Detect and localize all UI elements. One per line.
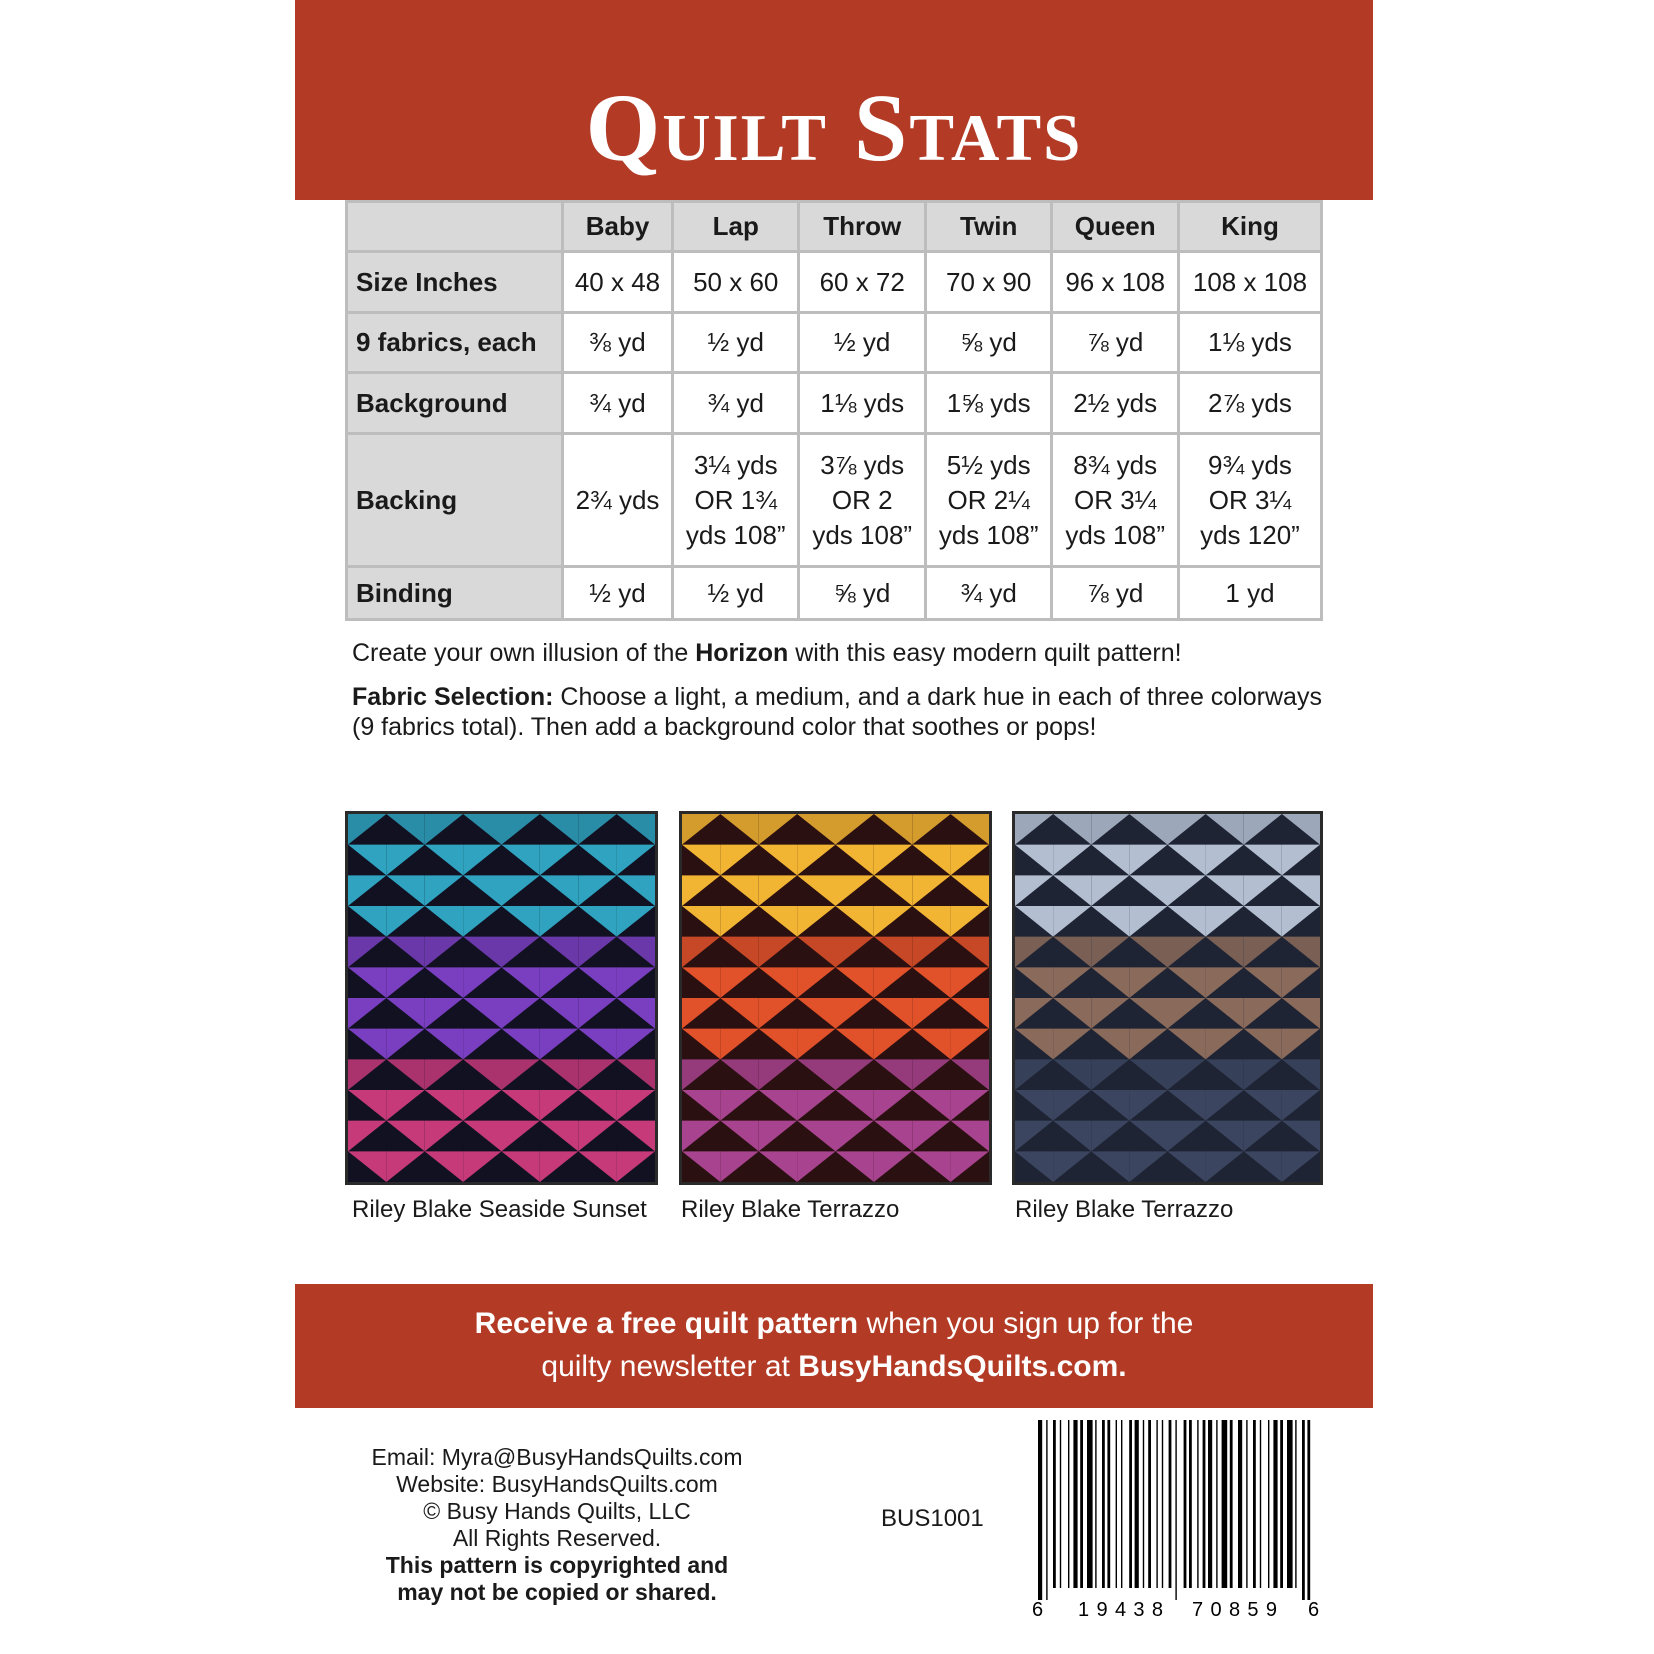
barcode-bar xyxy=(1184,1420,1187,1588)
table-cell: 96 x 108 xyxy=(1052,252,1179,313)
barcode-bar xyxy=(1197,1420,1198,1588)
email-text: Email: Myra@BusyHandsQuilts.com xyxy=(371,1444,743,1470)
barcode-bar xyxy=(1268,1420,1269,1588)
cta-emphasis: Receive a free quilt pattern xyxy=(474,1307,859,1340)
column-header: Lap xyxy=(672,202,798,252)
barcode-bar xyxy=(1053,1420,1056,1588)
intro-text-part: with this easy modern quilt pattern! xyxy=(788,639,1182,667)
barcode-bar xyxy=(1307,1420,1310,1600)
cell-line: yds 108” xyxy=(1065,519,1166,550)
cell-line: 9¾ yds xyxy=(1208,449,1292,480)
table-cell: ⅝ yd xyxy=(925,313,1051,373)
cta-text: quilty newsletter at xyxy=(541,1350,799,1383)
table-row xyxy=(347,313,1322,373)
cell-line: OR 3¼ xyxy=(1208,484,1292,515)
barcode-bar xyxy=(1189,1420,1192,1588)
cta-line xyxy=(295,1345,1373,1388)
row-header: Size Inches xyxy=(347,252,563,313)
table-cell: 1⅛ yds xyxy=(1178,313,1321,373)
quilt-pattern xyxy=(348,814,655,1182)
barcode-bar xyxy=(1169,1420,1172,1588)
quilt-pattern xyxy=(1015,814,1320,1182)
newsletter-banner xyxy=(295,1284,1373,1408)
table-cell: 60 x 72 xyxy=(799,252,925,313)
page-title: Quilt Stats xyxy=(585,74,1083,181)
table-cell xyxy=(799,434,925,567)
table-header-row xyxy=(347,202,1322,252)
table-cell: 1⅛ yds xyxy=(799,373,925,434)
cell-line: 2¾ yds xyxy=(575,484,660,515)
cell-line: OR 2¼ xyxy=(947,484,1030,515)
website-text: Website: BusyHandsQuilts.com xyxy=(396,1471,718,1497)
barcode-bar xyxy=(1068,1420,1069,1588)
cell-line: yds 108” xyxy=(812,519,913,550)
cell-line: 3¼ yds xyxy=(693,449,778,480)
row-header: Background xyxy=(347,373,563,434)
table-cell: ¾ yd xyxy=(925,567,1051,620)
barcode-bar xyxy=(1102,1420,1105,1588)
column-header: Throw xyxy=(799,202,925,252)
barcode-bar xyxy=(1060,1420,1061,1588)
barcode-digit: 19438 xyxy=(1078,1599,1163,1620)
barcode-bar xyxy=(1230,1420,1233,1588)
table-cell: 1⅝ yds xyxy=(925,373,1051,434)
intro-text-part: Create your own illusion of the xyxy=(352,639,696,667)
table-cell: ⅞ yd xyxy=(1052,567,1179,620)
barcode-bar xyxy=(1260,1420,1261,1588)
barcode-bar xyxy=(1302,1420,1305,1600)
barcode-bar xyxy=(1216,1420,1217,1588)
quilt-pattern xyxy=(682,814,989,1182)
cell-line: yds 108” xyxy=(685,519,786,550)
copyright-notice: This pattern is copyrighted and xyxy=(385,1552,729,1578)
cell-line: 3⅞ yds xyxy=(820,449,905,480)
cell-line: yds 108” xyxy=(938,519,1039,550)
barcode-digit: 6 xyxy=(1308,1599,1320,1620)
table-row xyxy=(347,373,1322,434)
cell-line: OR 3¼ xyxy=(1074,484,1157,515)
table-cell: 70 x 90 xyxy=(925,252,1051,313)
table-row xyxy=(347,252,1322,313)
intro-line xyxy=(352,638,1332,668)
quilt-image-terrazzo-cool xyxy=(1012,811,1323,1185)
column-header-blank xyxy=(347,202,563,252)
rights-text: All Rights Reserved. xyxy=(452,1525,662,1551)
column-header: King xyxy=(1178,202,1321,252)
barcode-digit: 70859 xyxy=(1192,1599,1277,1620)
barcode-bar xyxy=(1246,1420,1247,1588)
copyright-text: © Busy Hands Quilts, LLC xyxy=(423,1498,691,1524)
horizon-emphasis: Horizon xyxy=(695,639,789,667)
copyright-notice: may not be copied or shared. xyxy=(397,1579,717,1605)
quilt-image-terrazzo-warm xyxy=(679,811,992,1185)
barcode xyxy=(1030,1420,1320,1620)
table-cell xyxy=(563,434,673,567)
barcode-bar xyxy=(1046,1420,1047,1600)
barcode-bar xyxy=(1156,1420,1157,1588)
column-header: Baby xyxy=(563,202,673,252)
barcode-bar xyxy=(1148,1420,1151,1588)
barcode-bar xyxy=(1080,1420,1083,1588)
barcode-bar xyxy=(1087,1420,1093,1588)
barcode-bars xyxy=(1038,1420,1310,1600)
table-cell: 40 x 48 xyxy=(563,252,673,313)
barcode-bar xyxy=(1143,1420,1144,1588)
cta-text: when you sign up for the xyxy=(858,1307,1194,1340)
quilt-caption: Riley Blake Terrazzo xyxy=(1015,1196,1234,1223)
barcode-bar xyxy=(1295,1420,1296,1588)
table-cell xyxy=(1178,434,1321,567)
table-cell xyxy=(1052,434,1179,567)
cta-line xyxy=(295,1302,1373,1345)
cell-line: OR 1¾ xyxy=(694,484,777,515)
table-cell: 50 x 60 xyxy=(672,252,798,313)
fabric-selection xyxy=(352,682,1332,742)
barcode-bar xyxy=(1222,1420,1228,1588)
barcode-digit: 6 xyxy=(1032,1599,1044,1620)
table-cell xyxy=(672,434,798,567)
barcode-bar xyxy=(1208,1420,1212,1588)
column-header: Queen xyxy=(1052,202,1179,252)
table-cell: ½ yd xyxy=(563,567,673,620)
barcode-bar xyxy=(1175,1420,1176,1600)
cell-line: 8¾ yds xyxy=(1073,449,1158,480)
table-cell: ⅞ yd xyxy=(1052,313,1179,373)
cell-line: yds 120” xyxy=(1200,519,1300,550)
barcode-bar xyxy=(1129,1420,1132,1588)
table-row xyxy=(347,434,1322,567)
barcode-bar xyxy=(1238,1420,1242,1588)
table-cell: ¾ yd xyxy=(563,373,673,434)
barcode-bar xyxy=(1073,1420,1077,1588)
fabric-selection-text: Choose a light, a medium, and a dark hue in each of three colorways (9 fabrics total). Then add a background color that soothes or pops! xyxy=(352,683,1322,741)
quilt-stats-table xyxy=(345,200,1323,621)
table-cell: ¾ yd xyxy=(672,373,798,434)
column-header: Twin xyxy=(925,202,1051,252)
barcode-bar xyxy=(1135,1420,1139,1588)
table-cell: 2⅞ yds xyxy=(1178,373,1321,434)
fabric-selection-label: Fabric Selection: xyxy=(352,683,554,711)
table-row xyxy=(347,567,1322,620)
barcode-bar xyxy=(1038,1420,1042,1600)
table-cell: ½ yd xyxy=(799,313,925,373)
cell-line: OR 2 xyxy=(831,484,893,515)
row-header: 9 fabrics, each xyxy=(347,313,563,373)
barcode-bar xyxy=(1121,1420,1122,1588)
table-cell: 1 yd xyxy=(1178,567,1321,620)
barcode-bar xyxy=(1287,1420,1293,1588)
table-cell xyxy=(925,434,1051,567)
intro-text xyxy=(352,638,1332,756)
row-header: Binding xyxy=(347,567,563,620)
table-cell: ⅜ yd xyxy=(563,313,673,373)
cell-line: 5½ yds xyxy=(946,449,1031,480)
barcode-bar xyxy=(1203,1420,1206,1588)
table-cell: ½ yd xyxy=(672,567,798,620)
barcode-bar xyxy=(1280,1420,1283,1588)
quilt-caption: Riley Blake Seaside Sunset xyxy=(352,1196,647,1223)
table-cell: 2½ yds xyxy=(1052,373,1179,434)
table-cell: ⅝ yd xyxy=(799,567,925,620)
contact-info xyxy=(352,1444,762,1606)
table-cell: 108 x 108 xyxy=(1178,252,1321,313)
row-header: Backing xyxy=(347,434,563,567)
website-link[interactable]: BusyHandsQuilts.com. xyxy=(798,1350,1127,1383)
barcode-bar xyxy=(1273,1420,1277,1588)
barcode-bar xyxy=(1095,1420,1096,1588)
table-cell: ½ yd xyxy=(672,313,798,373)
barcode-graphic xyxy=(1030,1420,1320,1620)
barcode-bar xyxy=(1107,1420,1110,1588)
product-sku: BUS1001 xyxy=(881,1505,984,1532)
barcode-bar xyxy=(1116,1420,1117,1588)
quilt-image-seaside-sunset xyxy=(345,811,658,1185)
barcode-bar xyxy=(1253,1420,1256,1588)
quilt-caption: Riley Blake Terrazzo xyxy=(681,1196,900,1223)
barcode-bar xyxy=(1162,1420,1163,1588)
